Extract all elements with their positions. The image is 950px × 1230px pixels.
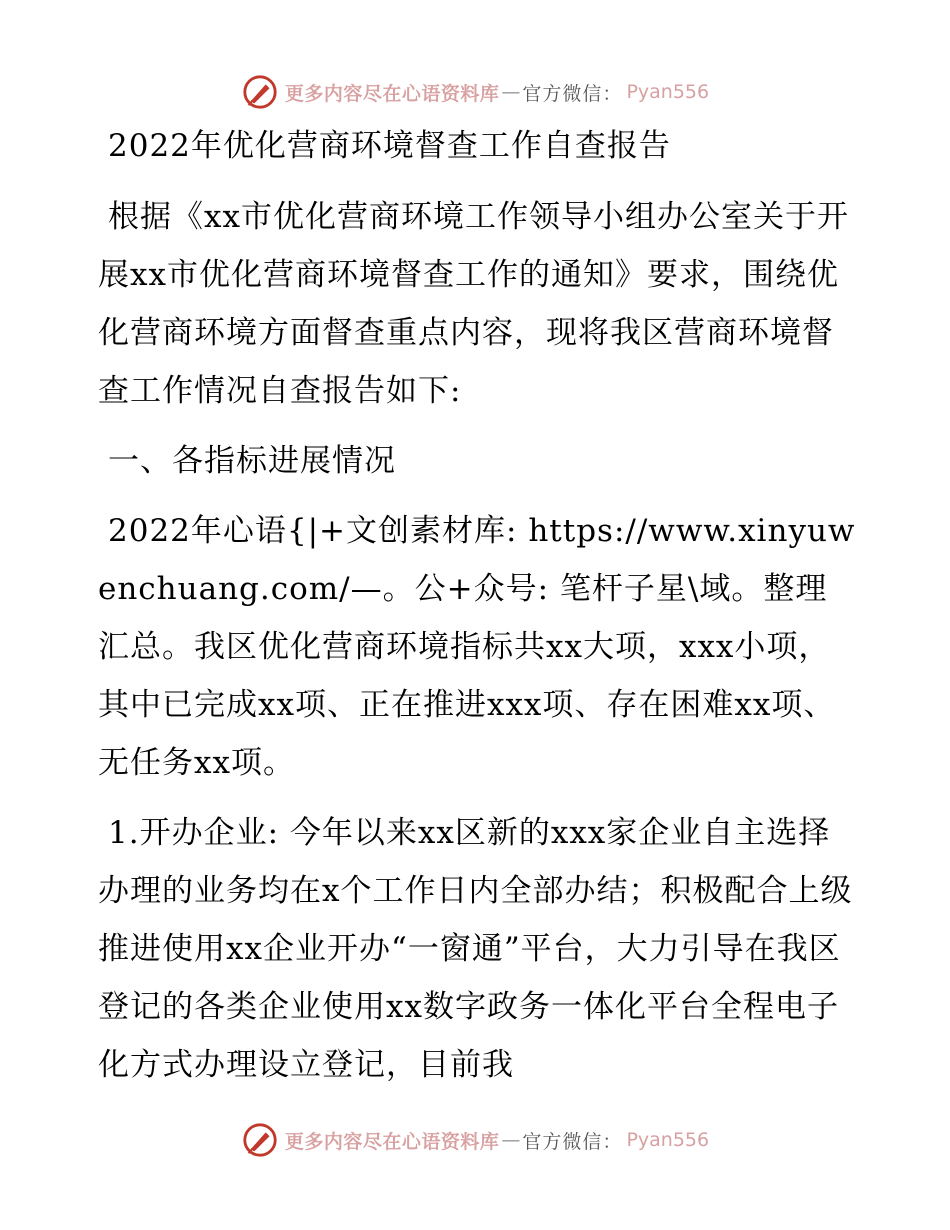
- document-title: 2022年优化营商环境督查工作自查报告: [108, 128, 671, 164]
- watermark-wechat-label: 官方微信：: [522, 82, 623, 105]
- watermark-text: 更多内容尽在心语资料库: [284, 1130, 500, 1153]
- watermark-dash: —: [501, 1129, 521, 1151]
- watermark-footer: [0, 1118, 950, 1162]
- watermark-header: [0, 70, 950, 114]
- watermark-dash: —: [501, 81, 521, 103]
- watermark-wechat-id: Pyan556: [626, 81, 710, 103]
- pen-circle-logo-icon: [241, 73, 279, 111]
- item-paragraph: 1.开办企业: 今年以来xx区新的xxx家企业自主选择办理的业务均在x个工作日内全部办结；积极配合上级推进使用xx企业开办“一窗通”平台，大力引导在我区登记的各类企业使用xx数字政务一体化平台全程电子化方式办理设立登记，目前我: [98, 815, 853, 1083]
- section-heading: 一、各指标进展情况: [108, 443, 396, 479]
- intro-paragraph: 根据《xx市优化营商环境工作领导小组办公室关于开展xx市优化营商环境督查工作的通知》要求，围绕优化营商环境方面督查重点内容，现将我区营商环境督查工作情况自查报告如下:: [98, 199, 849, 409]
- pen-circle-logo-icon: [241, 1121, 279, 1159]
- watermark-wechat-label: 官方微信：: [522, 1130, 623, 1153]
- section-paragraph: 2022年心语{|+文创素材库: https://www.xinyuwenchuang.com/—。公+众号: 笔杆子星\域。整理汇总。我区优化营商环境指标共xx大项，xxx小项，其中已完成xx项、正在推进xxx项、存在困难xx项、无任务xx项。: [98, 513, 856, 781]
- watermark-text: 更多内容尽在心语资料库: [284, 82, 500, 105]
- watermark-wechat-id: Pyan556: [626, 1129, 710, 1151]
- document-body: [98, 118, 858, 1106]
